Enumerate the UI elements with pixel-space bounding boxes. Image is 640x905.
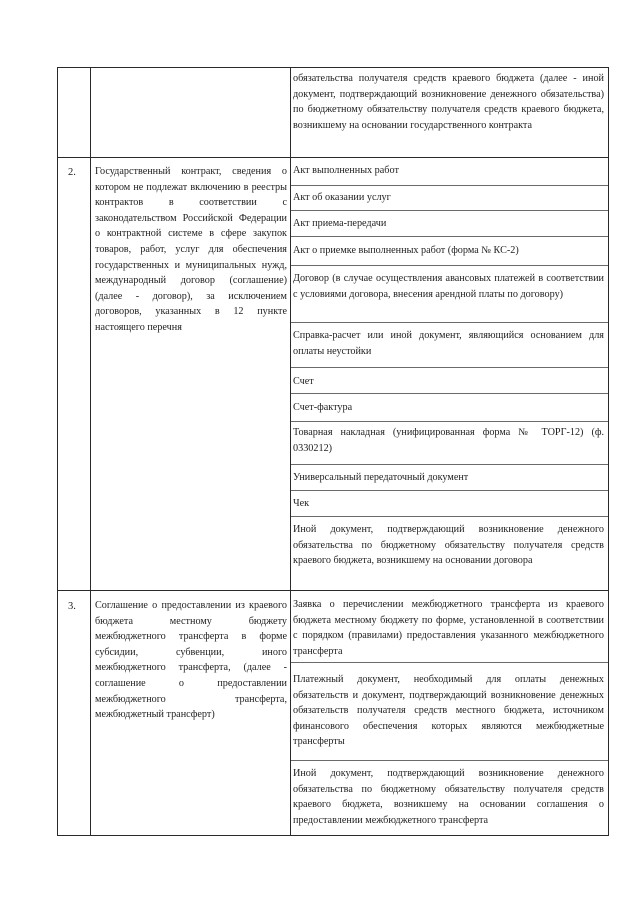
document-cell: Счет-фактура [293,402,353,413]
row-separator [57,157,609,158]
cell-separator [290,393,609,394]
cell-separator [290,322,609,323]
cell-separator [290,210,609,211]
document-cell: Товарная накладная (унифицированная форма № ТОРГ-12) (ф. 0330212) [293,427,604,454]
subject-cell: Государственный контракт, сведения о котором не подлежат включению в реестры контрактов в соответствии с законодательством Российской Федерации о контрактной системе в сфере закупок товаров, работ, услуг для обеспечения государственных и муниципальных нужд, международный договор (соглашение) (далее - договор), за исключением договоров, указанных в 12 пункте настоящего перечня [95,166,287,333]
cell-separator [290,236,609,237]
document-cell: Акт о приемке выполненных работ (форма № КС-2) [293,245,519,256]
document-cell: обязательства получателя средств краевого бюджета (далее - иной документ, подтверждающий возникновение денежного обязательства) по бюджетному обязательству получателя средств краевого бюджета, возникшему на основании государственного контракта [293,73,604,131]
document-cell: Акт выполненных работ [293,165,399,176]
document-cell: Иной документ, подтверждающий возникновение денежного обязательства по бюджетному обязательству получателя средств краевого бюджета, возникшему на основании соглашения о предоставлении межбюджетного трансферта [293,768,604,826]
document-cell: Акт об оказании услуг [293,192,391,203]
document-cell: Платежный документ, необходимый для оплаты денежных обязательств и документ, подтверждающий возникновение денежных обязательств получателя средств местного бюджета, источником финансового обеспечения которых являются межбюджетные трансферты [293,674,604,748]
table-left-border [57,67,58,836]
cell-separator [290,421,609,422]
cell-separator [290,516,609,517]
document-cell: Заявка о перечислении межбюджетного трансферта из краевого бюджета местному бюджету по форме, установленной в соответствии с порядком (правилами) предоставления указанного межбюджетного трансферта [293,599,604,657]
table-right-border [608,67,609,836]
document-cell: Иной документ, подтверждающий возникновение денежного обязательства по бюджетному обязательству получателя средств краевого бюджета, возникшему на основании договора [293,524,604,567]
cell-separator [290,265,609,266]
cell-separator [290,367,609,368]
document-cell: Универсальный передаточный документ [293,472,469,483]
cell-separator [290,760,609,761]
row-number: 2. [68,167,76,178]
document-cell: Договор (в случае осуществления авансовых платежей в соответствии с условиями договора, внесения арендной платы по договору) [293,273,604,300]
row-separator [57,590,609,591]
table-bottom-border [57,835,609,836]
column-separator [90,67,91,836]
cell-separator [290,464,609,465]
document-cell: Акт приема-передачи [293,218,387,229]
subject-cell: Соглашение о предоставлении из краевого бюджета местному бюджету межбюджетного трансферта в форме субсидии, субвенции, иного межбюджетного трансферта, (далее - соглашение о предоставлении межбюджетного трансферта, межбюджетный трансферт) [95,600,287,721]
cell-separator [290,490,609,491]
document-cell: Чек [293,498,310,509]
cell-separator [290,185,609,186]
document-cell: Счет [293,376,314,387]
cell-separator [290,662,609,663]
document-cell: Справка-расчет или иной документ, являющийся основанием для оплаты неустойки [293,330,604,357]
table-top-border [57,67,609,68]
column-separator [290,67,291,836]
row-number: 3. [68,601,76,612]
